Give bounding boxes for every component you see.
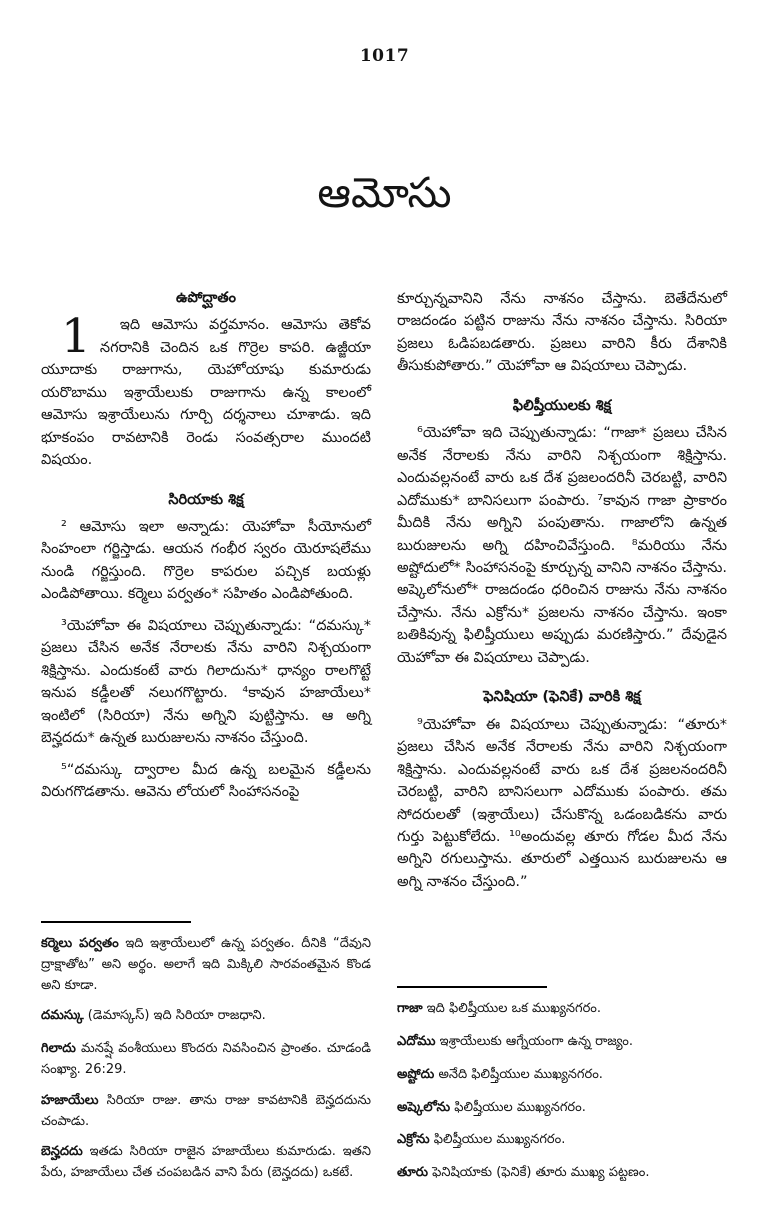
- footnote: [397, 1163, 727, 1184]
- footnote-text: ఇశ్రాయేలుకు ఆగ్నేయంగా ఉన్న రాజ్యం.: [439, 1034, 633, 1050]
- footnote-text: ఇతడు సిరియా రాజైన హజాయేలు కుమారుడు. ఇతని పేరు, హజాయేలు చేత చంపబడిన వాని పేరు (బెన్హదదు) ఒకటే.: [41, 1144, 371, 1181]
- footnote-term: కర్మెలు పర్వతం: [41, 936, 119, 952]
- footnote: [397, 1065, 727, 1086]
- footnote-term: బెన్హదదు: [41, 1144, 83, 1160]
- book-title: ఆమోసు: [317, 168, 452, 217]
- footnote-term: హజాయేలు: [41, 1092, 99, 1108]
- footnote-term: ఎక్రోను: [397, 1132, 430, 1148]
- verse-5-paragraph: ⁵“దమస్కు ద్వారాల మీద ఉన్న బలమైన కడ్డీలను విరుగగొడతాను. ఆవెను లోయలో సింహాసనంపై: [41, 761, 371, 801]
- footnote: [397, 1130, 727, 1151]
- footnote-text: అనేది ఫిలిష్తీయుల ముఖ్యనగరం.: [438, 1066, 603, 1082]
- footnote-text: ఫిలిష్తీయుల ముఖ్యనగరం.: [454, 1099, 586, 1115]
- footnote-separator-rule: [41, 921, 191, 923]
- verse-9-10-paragraph: ⁹యెహోవా ఈ విషయాలు చెప్పుతున్నాడు: “తూరు* ప్రజలు చేసిన అనేక నేరాలకు నేను వారిని నిశ్చయంగా శిక్షిస్తాను. ఎందువల్లనంటే వారు ఒక దేశ ప్రజలనందరినీ చెరబట్టి, వారిని బానిసలుగా ఎదోముకు పంపారు. తమ సోదరులతో (ఇశ్రాయేలు) చేసుకొన్న ఒడంబడికను వారు గుర్తు పెట్టుకోలేదు. ¹⁰అందువల్ల తూరు గోడల మీద నేను అగ్నిని రగులుస్తాను. తూరులో ఎత్తయిన బురుజులను ఆ అగ్ని నాశనం చేస్తుంది.”: [397, 716, 727, 890]
- intro-heading: ఉపోద్ఘాతం: [175, 290, 237, 306]
- left-column: [41, 288, 371, 1184]
- section-heading-syria: సిరియాకు శిక్ష: [168, 491, 244, 508]
- footnote-text: ఫెనిషియాకు (ఫెనికే) తూరు ముఖ్య పట్టణం.: [432, 1165, 650, 1181]
- footnote: [41, 1091, 371, 1133]
- footnote: [41, 1039, 371, 1081]
- footnote-term: అష్కెలోను: [397, 1099, 451, 1115]
- footnote-text: ఫిలిష్తీయుల ముఖ్యనగరం.: [433, 1132, 566, 1148]
- page-number: 1017: [359, 46, 410, 66]
- verse-3-4-paragraph: ³యెహోవా ఈ విషయాలు చెప్పుతున్నాడు: “దమస్కు* ప్రజలు చేసిన అనేక నేరాలకు నేను వారిని నిశ్చయంగా శిక్షిస్తాను. ఎందుకంటే వారు గిలాదును* ధాన్యం రాలగొట్టే ఇనుప కడ్డీలతో నలుగగొట్టారు. ⁴కావున హజాయేలు* ఇంటిలో (సిరియా) నేను అగ్నిని పుట్టిస్తాను. ఆ అగ్ని బెన్హదదు* ఉన్నత బురుజులను నాశనం చేస్తుంది.: [41, 617, 371, 747]
- footnote-term: గిలాదు: [41, 1041, 76, 1057]
- footnote-term: తూరు: [397, 1165, 429, 1181]
- chapter-number-dropcap: 1: [61, 309, 91, 365]
- section-heading-phoenicia: ఫెనిషియా (ఫెనికే) వారికి శిక్ష: [483, 689, 641, 706]
- footnote-text: ఇది ఇశ్రాయేలులో ఉన్న పర్వతం. దీనికి “దేవుని ద్రాక్షాతోట” అని అర్థం. అలాగే ఇది మిక్కిలి సారవంతమైన కొండ అని కూడా.: [41, 936, 371, 993]
- right-column: [397, 288, 727, 1184]
- continuation-paragraph: కూర్చున్నవానిని నేను నాశనం చేస్తాను. బెతేదేనులో రాజదండం పట్టిన రాజును నేను నాశనం చేస్తాను. సిరియా ప్రజలు ఓడిపబడతారు. ప్రజలు వారిని కీరు దేశానికి తీసుకుపోతారు.” యెహోవా ఆ విషయాలు చెప్పాడు.: [397, 291, 727, 375]
- verse-2-paragraph: ² ఆమోసు ఇలా అన్నాడు: యెహోవా సీయోనులో సింహంలా గర్జిస్తాడు. ఆయన గంభీర స్వరం యెరూషలేము నుండి గర్జిస్తుంది. గొర్రెల కాపరుల పచ్చిక బయళ్లు ఎండిపోతాయి. కర్మెలు పర్వతం* సహితం ఎండిపోతుంది.: [41, 518, 371, 603]
- footnote: [41, 1006, 371, 1027]
- verse-6-8-paragraph: ⁶యెహోవా ఇది చెప్పుతున్నాడు: “గాజా* ప్రజలు చేసిన అనేక నేరాలకు నేను వారిని నిశ్చయంగా శిక్షిస్తాను. ఎందువల్లనంటే వారు ఒక దేశ ప్రజలందరినీ చెరబట్టి, వారిని ఎదోముకు* బానిసలుగా పంపారు. ⁷కావున గాజా ప్రాకారం మీదికి నేను అగ్నిని పంపుతాను. గాజాలోని ఉన్నత బురుజులను అగ్ని దహించివేస్తుంది. ⁸మరియు నేను అష్టోదులో* సింహాసనంపై కూర్చున్న వానిని నాశనం చేస్తాను. అష్కెలోనులో* రాజదండం ధరించిన రాజును నేను నాశనం చేస్తాను. నేను ఎక్రోను* ప్రజలను నాశనం చేస్తాను. ఇంకా బతికివున్న ఫిలిష్తీయులు అప్పుడు మరణిస్తారు.” దేవుడైన యెహోవా ఈ విషయాలు చెప్పాడు.: [397, 425, 727, 666]
- footnote-separator-rule: [397, 986, 547, 988]
- footnote: [397, 999, 727, 1020]
- footnote-term: అష్టోదు: [397, 1066, 435, 1082]
- footnote-text: ఇది ఫిలిష్తీయుల ఒక ముఖ్యనగరం.: [426, 1001, 602, 1017]
- text-columns: [41, 288, 727, 1184]
- footnote: [41, 934, 371, 996]
- intro-paragraph-text: ఇది ఆమోసు వర్తమానం. ఆమోసు తెకోవ నగరానికి చెందిన ఒక గొర్రెల కాపరి. ఉజ్జీయా యూదాకు రాజుగాను, యెహోయాషు కుమారుడు యరొబాము ఇశ్రాయేలుకు రాజుగాను ఉన్న కాలంలో ఆమోసు ఇశ్రాయేలును గూర్చి దర్శనాలు చూశాడు. ఇది భూకంపం రావటానికి రెండు సంవత్సరాల ముందటి విషయం.: [41, 317, 371, 469]
- footnote-text: మనష్షే వంశీయులు కొందరు నివసించిన ప్రాంతం. చూడండి సంఖ్యా. 26:29.: [41, 1041, 371, 1078]
- footnote: [41, 1142, 371, 1184]
- footnote: [397, 1032, 727, 1053]
- footnote-term: ఎదోము: [397, 1034, 436, 1050]
- footnote-term: దమస్కు: [41, 1008, 84, 1024]
- footnote-text: సిరియా రాజు. తాను రాజు కావటానికి బెన్హదదును చంపాడు.: [41, 1092, 371, 1129]
- left-footnote-block: [41, 921, 371, 1184]
- right-footnote-block: [397, 986, 727, 1184]
- footnote: [397, 1098, 727, 1119]
- footnote-text: (డెమాస్కస్) ఇది సిరియా రాజధాని.: [87, 1008, 266, 1024]
- chapter-opening-paragraph: [41, 309, 371, 471]
- footnote-term: గాజా: [397, 1001, 423, 1017]
- section-heading-philistines: ఫిలిష్తీయులకు శిక్ష: [512, 397, 612, 414]
